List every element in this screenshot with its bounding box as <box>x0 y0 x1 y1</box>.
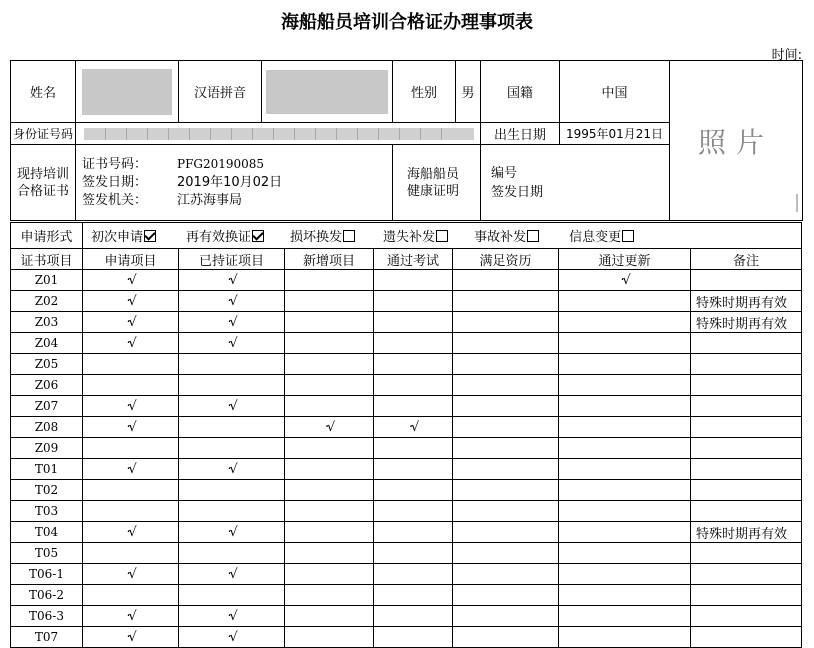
check-cell <box>83 585 179 606</box>
check-cell <box>285 375 374 396</box>
note-cell <box>691 564 802 585</box>
check-cell <box>285 291 374 312</box>
check-cell <box>559 375 691 396</box>
check-cell <box>83 333 179 354</box>
check-cell <box>179 354 285 375</box>
check-cell <box>453 627 559 648</box>
check-cell <box>285 438 374 459</box>
check-cell <box>179 459 285 480</box>
id-redaction-segment <box>189 128 190 140</box>
table-header-row <box>11 249 802 270</box>
id-redaction-segment <box>252 128 253 140</box>
application-option[interactable] <box>186 226 264 245</box>
id-redaction-segment <box>210 128 211 140</box>
check-cell <box>559 543 691 564</box>
checkmark-icon: ·√ <box>227 629 236 645</box>
item-code: T02 <box>11 480 83 501</box>
id-label: 身份证号码 <box>11 123 76 145</box>
item-code: T06-1 <box>11 564 83 585</box>
gender-value: 男 <box>456 61 481 123</box>
note-cell <box>691 270 802 291</box>
id-redaction-segment <box>420 128 421 140</box>
check-cell <box>285 585 374 606</box>
note-cell <box>691 627 802 648</box>
check-cell <box>453 543 559 564</box>
item-code: Z09 <box>11 438 83 459</box>
check-cell <box>374 480 453 501</box>
note-cell <box>691 417 802 438</box>
checkmark-icon: ·√ <box>324 419 334 435</box>
check-cell <box>559 354 691 375</box>
item-code: T06-2 <box>11 585 83 606</box>
checkmark-icon: ·√ <box>227 566 236 582</box>
check-cell <box>285 606 374 627</box>
checkmark-icon: ·√ <box>126 293 135 309</box>
check-cell <box>179 396 285 417</box>
note-cell: 特殊时期再有效 <box>691 312 802 333</box>
check-cell <box>83 417 179 438</box>
name-redacted <box>76 61 179 123</box>
check-cell <box>374 627 453 648</box>
application-option-label: 再有效换证 <box>186 230 252 245</box>
note-cell <box>691 543 802 564</box>
check-cell <box>285 354 374 375</box>
health-date-label: 签发日期 <box>491 184 544 200</box>
checkmark-icon: ·√ <box>126 608 135 624</box>
checkmark-icon: ·√ <box>126 524 135 540</box>
check-cell <box>83 501 179 522</box>
check-cell <box>453 480 559 501</box>
check-cell <box>374 291 453 312</box>
column-header: 申请项目 <box>83 249 179 270</box>
check-cell <box>559 627 691 648</box>
check-cell <box>453 312 559 333</box>
check-cell <box>559 564 691 585</box>
check-cell <box>285 543 374 564</box>
note-cell <box>691 375 802 396</box>
check-cell <box>83 438 179 459</box>
id-redaction-segment <box>315 128 316 140</box>
checkmark-icon: ·√ <box>227 461 236 477</box>
application-option-label: 损坏换发 <box>290 230 343 245</box>
check-cell <box>374 438 453 459</box>
check-cell <box>374 396 453 417</box>
check-cell <box>83 459 179 480</box>
item-code: Z04 <box>11 333 83 354</box>
id-redaction-segment <box>399 128 400 140</box>
table-row <box>11 354 802 375</box>
unchecked-checkbox[interactable] <box>343 230 355 242</box>
column-header: 满足资历 <box>453 249 559 270</box>
table-row <box>11 417 802 438</box>
check-cell <box>179 375 285 396</box>
checkmark-icon: ·√ <box>126 461 135 477</box>
cert-label-line2: 合格证书 <box>16 183 69 199</box>
health-details <box>481 145 670 221</box>
cert-label <box>11 145 76 221</box>
check-cell <box>559 417 691 438</box>
check-cell <box>285 333 374 354</box>
table-row <box>11 312 802 333</box>
table-row <box>11 459 802 480</box>
id-redaction-segment <box>378 128 379 140</box>
issue-date-value: 2019年10月02日 <box>177 175 283 190</box>
check-cell <box>179 627 285 648</box>
note-cell <box>691 396 802 417</box>
id-redaction-segment <box>273 128 274 140</box>
column-header: 新增项目 <box>285 249 374 270</box>
note-cell: 特殊时期再有效 <box>691 522 802 543</box>
items-table <box>10 248 802 648</box>
check-cell <box>179 522 285 543</box>
cert-no-label: 证书号码： <box>82 157 148 172</box>
check-cell <box>559 333 691 354</box>
check-cell <box>453 564 559 585</box>
id-redaction-segment <box>441 128 442 140</box>
table-row <box>11 585 802 606</box>
check-cell <box>374 417 453 438</box>
checkmark-icon: ·√ <box>227 398 236 414</box>
column-header: 备注 <box>691 249 802 270</box>
item-code: Z05 <box>11 354 83 375</box>
issue-date-label: 签发日期： <box>82 175 148 190</box>
application-table <box>10 222 802 249</box>
application-option-label: 事故补发 <box>474 230 527 245</box>
check-cell <box>83 375 179 396</box>
check-cell <box>374 564 453 585</box>
column-header: 证书项目 <box>11 249 83 270</box>
check-cell <box>285 627 374 648</box>
item-code: Z02 <box>11 291 83 312</box>
table-row <box>11 564 802 585</box>
check-cell <box>83 522 179 543</box>
column-header: 通过考试 <box>374 249 453 270</box>
check-cell <box>453 291 559 312</box>
check-cell <box>83 270 179 291</box>
nationality-label: 国籍 <box>481 61 560 123</box>
cert-no-value: PFG20190085 <box>177 157 265 171</box>
item-code: T05 <box>11 543 83 564</box>
gender-label: 性别 <box>393 61 456 123</box>
issuer-value: 江苏海事局 <box>177 193 243 208</box>
check-cell <box>453 522 559 543</box>
checkmark-icon: ·√ <box>227 272 236 288</box>
id-redaction-segment <box>168 128 169 140</box>
checkmark-icon: ·√ <box>408 419 418 435</box>
pinyin-redacted <box>262 61 393 123</box>
check-cell <box>453 438 559 459</box>
column-header: 已持证项目 <box>179 249 285 270</box>
checkmark-icon: ·√ <box>227 314 236 330</box>
check-cell <box>179 564 285 585</box>
check-cell <box>559 291 691 312</box>
checkmark-icon: ·√ <box>126 419 135 435</box>
check-cell <box>179 501 285 522</box>
check-cell <box>83 606 179 627</box>
note-cell: 特殊时期再有效 <box>691 291 802 312</box>
note-cell <box>691 354 802 375</box>
id-redaction-segment <box>147 128 148 140</box>
check-cell <box>374 606 453 627</box>
time-label: 时间: <box>771 48 802 63</box>
check-cell <box>453 501 559 522</box>
table-row <box>11 480 802 501</box>
check-cell <box>559 522 691 543</box>
table-row <box>11 501 802 522</box>
health-label-line2: 健康证明 <box>407 183 460 199</box>
id-redaction-segment <box>126 128 127 140</box>
check-cell <box>374 459 453 480</box>
check-cell <box>453 585 559 606</box>
check-cell <box>179 480 285 501</box>
application-option[interactable] <box>383 226 448 245</box>
health-label-line1: 海船船员 <box>407 166 460 182</box>
check-cell <box>374 312 453 333</box>
note-cell <box>691 459 802 480</box>
cert-details <box>76 145 393 221</box>
note-cell <box>691 585 802 606</box>
check-cell <box>179 312 285 333</box>
check-cell <box>374 270 453 291</box>
checkmark-icon: ·√ <box>227 293 236 309</box>
pinyin-label: 汉语拼音 <box>179 61 262 123</box>
column-header: 通过更新 <box>559 249 691 270</box>
check-cell <box>559 396 691 417</box>
unchecked-checkbox[interactable] <box>622 230 634 242</box>
check-cell <box>453 375 559 396</box>
check-cell <box>285 270 374 291</box>
check-cell <box>285 417 374 438</box>
check-cell <box>374 501 453 522</box>
check-cell <box>453 417 559 438</box>
nationality-value: 中国 <box>560 61 670 123</box>
note-cell <box>691 501 802 522</box>
table-row <box>11 291 802 312</box>
application-options <box>83 223 802 249</box>
check-cell <box>179 333 285 354</box>
checkmark-icon: ·√ <box>620 272 629 288</box>
checkmark-icon: ·√ <box>126 272 135 288</box>
item-code: Z07 <box>11 396 83 417</box>
photo-label: 照片 <box>697 125 774 159</box>
check-cell <box>83 627 179 648</box>
check-cell <box>179 270 285 291</box>
item-code: T01 <box>11 459 83 480</box>
check-cell <box>285 396 374 417</box>
application-option-label: 遗失补发 <box>383 230 436 245</box>
checkmark-icon: ·√ <box>126 314 135 330</box>
check-cell <box>374 354 453 375</box>
scrollbar-mark <box>796 194 798 212</box>
note-cell <box>691 333 802 354</box>
health-no-label: 编号 <box>491 165 518 181</box>
checkmark-icon: ·√ <box>126 335 135 351</box>
application-option-label: 信息变更 <box>569 230 622 245</box>
item-code: Z06 <box>11 375 83 396</box>
check-cell <box>83 312 179 333</box>
check-cell <box>559 501 691 522</box>
table-row <box>11 333 802 354</box>
table-row <box>11 627 802 648</box>
check-cell <box>83 480 179 501</box>
check-cell <box>374 333 453 354</box>
check-cell <box>374 585 453 606</box>
check-cell <box>179 417 285 438</box>
check-cell <box>285 459 374 480</box>
form-table <box>10 60 803 221</box>
checked-checkbox[interactable] <box>144 230 156 242</box>
check-cell <box>453 396 559 417</box>
table-row <box>11 438 802 459</box>
birth-label: 出生日期 <box>481 123 560 145</box>
id-redaction-segment <box>294 128 295 140</box>
id-redaction-segment <box>336 128 337 140</box>
check-cell <box>453 333 559 354</box>
id-redaction-segment <box>105 128 106 140</box>
name-label: 姓名 <box>11 61 76 123</box>
check-cell <box>285 480 374 501</box>
check-cell <box>285 501 374 522</box>
check-cell <box>374 375 453 396</box>
check-cell <box>83 543 179 564</box>
check-cell <box>559 438 691 459</box>
id-redaction-segment <box>231 128 232 140</box>
table-row <box>11 396 802 417</box>
checkmark-icon: ·√ <box>126 566 135 582</box>
check-cell <box>285 522 374 543</box>
item-code: T04 <box>11 522 83 543</box>
table-row <box>11 375 802 396</box>
check-cell <box>83 396 179 417</box>
check-cell <box>285 564 374 585</box>
check-cell <box>559 312 691 333</box>
table-row <box>11 606 802 627</box>
checkmark-icon: ·√ <box>227 524 236 540</box>
check-cell <box>559 459 691 480</box>
note-cell <box>691 480 802 501</box>
check-cell <box>179 585 285 606</box>
check-cell <box>559 270 691 291</box>
application-option-label: 初次申请 <box>91 230 144 245</box>
checkmark-icon: ·√ <box>126 398 135 414</box>
check-cell <box>179 543 285 564</box>
table-row <box>11 270 802 291</box>
application-option[interactable] <box>290 226 355 245</box>
note-cell <box>691 438 802 459</box>
item-code: T07 <box>11 627 83 648</box>
checkmark-icon: ·√ <box>227 335 236 351</box>
check-cell <box>83 564 179 585</box>
item-code: T03 <box>11 501 83 522</box>
application-option[interactable] <box>91 226 156 245</box>
check-cell <box>285 312 374 333</box>
item-code: Z01 <box>11 270 83 291</box>
item-code: Z03 <box>11 312 83 333</box>
health-label <box>393 145 481 221</box>
check-cell <box>453 459 559 480</box>
check-cell <box>83 291 179 312</box>
id-redacted <box>76 123 481 145</box>
application-label: 申请形式 <box>11 223 83 249</box>
item-code: T06-3 <box>11 606 83 627</box>
checked-checkbox[interactable] <box>252 230 264 242</box>
table-row <box>11 522 802 543</box>
check-cell <box>374 543 453 564</box>
check-cell <box>453 270 559 291</box>
table-row <box>11 543 802 564</box>
issuer-label: 签发机关： <box>82 193 148 208</box>
unchecked-checkbox[interactable] <box>436 230 448 242</box>
check-cell <box>453 354 559 375</box>
checkmark-icon: ·√ <box>227 608 236 624</box>
check-cell <box>453 606 559 627</box>
cert-label-line1: 现持培训 <box>16 166 69 182</box>
check-cell <box>559 606 691 627</box>
document-title: 海船船员培训合格证办理事项表 <box>281 12 533 33</box>
check-cell <box>179 438 285 459</box>
checkmark-icon: ·√ <box>126 629 135 645</box>
id-redaction-segment <box>357 128 358 140</box>
check-cell <box>559 585 691 606</box>
check-cell <box>179 291 285 312</box>
application-option[interactable] <box>474 226 539 245</box>
birth-value: 1995年01月21日 <box>560 123 670 145</box>
note-cell <box>691 606 802 627</box>
check-cell <box>179 606 285 627</box>
item-code: Z08 <box>11 417 83 438</box>
photo-box <box>670 61 803 221</box>
check-cell <box>83 354 179 375</box>
application-option[interactable] <box>569 226 634 245</box>
unchecked-checkbox[interactable] <box>527 230 539 242</box>
check-cell <box>559 480 691 501</box>
check-cell <box>374 522 453 543</box>
